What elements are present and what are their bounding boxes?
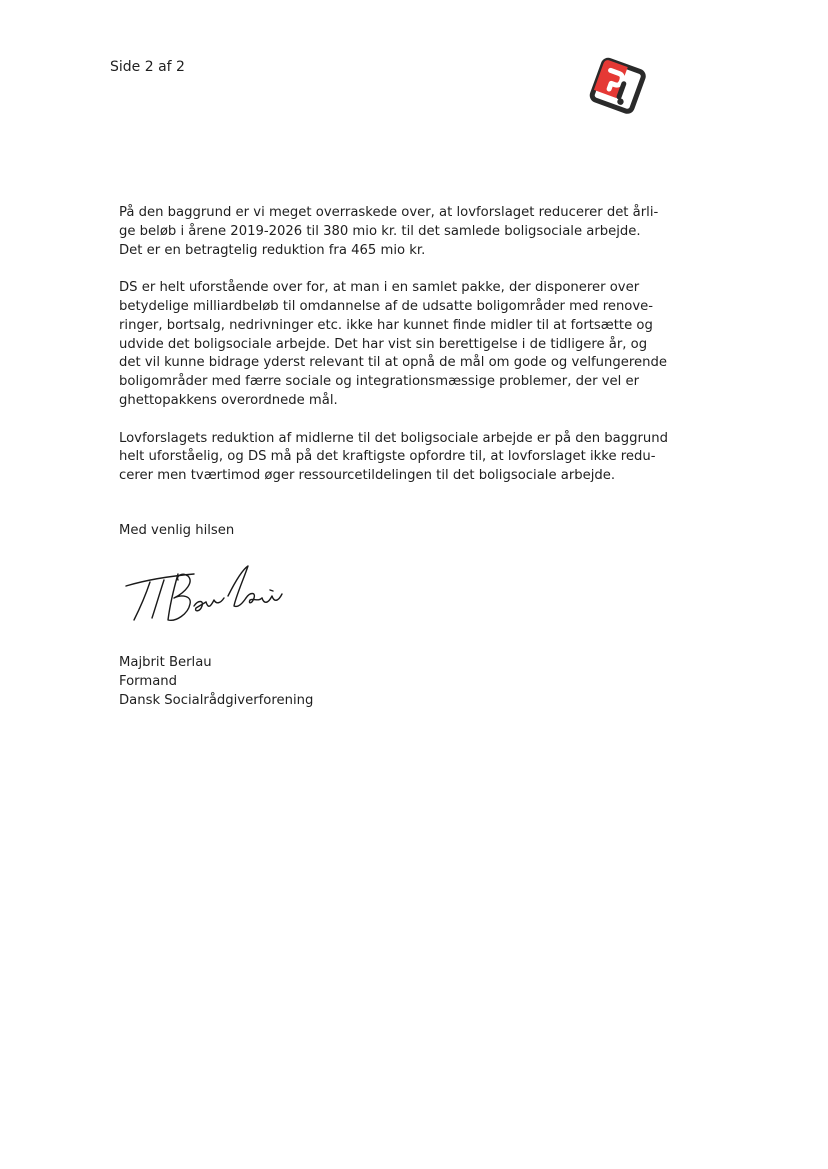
text-line: ringer, bortsalg, nedrivninger etc. ikke har kunnet finde midler til at fortsætte og (119, 317, 653, 333)
text-line: ghettopakkens overordnede mål. (119, 392, 338, 408)
text-line: Lovforslagets reduktion af midlerne til det boligsociale arbejde er på den baggrund (119, 430, 668, 446)
text-line: udvide det boligsociale arbejde. Det har vist sin berettigelse i de tidligere år, og (119, 336, 648, 352)
signer-block (119, 654, 313, 710)
paragraph (119, 279, 719, 411)
text-line: betydelige milliardbeløb til omdannelse af de udsatte boligområder med renove- (119, 298, 654, 314)
text-line: helt uforståelig, og DS må på det kraftigste opfordre til, at lovforslaget ikke redu- (119, 449, 656, 465)
text-line: På den baggrund er vi meget overraskede over, at lovforslaget reducerer det årli- (119, 205, 659, 220)
text-line: cerer men tværtimod øger ressourcetildelingen til det boligsociale arbejde. (119, 468, 616, 484)
ds-logo-icon (584, 56, 652, 120)
text-line: ge beløb i årene 2019-2026 til 380 mio kr. til det samlede boligsociale arbejde. (119, 223, 641, 239)
letter-body (119, 204, 719, 505)
organization-name: Dansk Socialrådgiverforening (119, 692, 314, 708)
signer-name: Majbrit Berlau (119, 655, 212, 670)
closing-greeting: Med venlig hilsen (119, 523, 235, 538)
text-line: boligområder med færre sociale og integrationsmæssige problemer, der vel er (119, 374, 640, 390)
handwritten-signature (116, 558, 302, 630)
text-line: Det er en betragtelig reduktion fra 465 mio kr. (119, 242, 426, 258)
paragraph (119, 204, 719, 260)
text-line: det vil kunne bidrage yderst relevant til at opnå de mål om gode og velfungerende (119, 355, 667, 371)
signer-title: Formand (119, 673, 178, 689)
page-number: Side 2 af 2 (110, 59, 185, 75)
paragraph (119, 430, 719, 486)
text-line: DS er helt uforstående over for, at man i en samlet pakke, der disponerer over (119, 280, 640, 296)
